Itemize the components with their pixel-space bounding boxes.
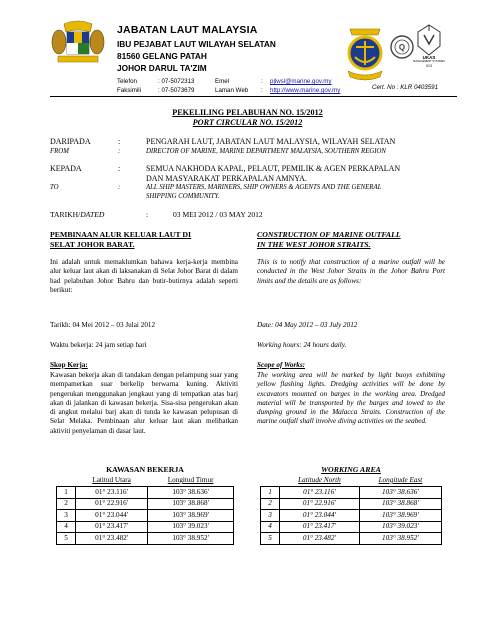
malay-skop-heading: Skop Kerja:	[50, 361, 88, 369]
col-latitude-header: Latitude North	[298, 476, 341, 484]
quality-cert-seal-icon	[389, 33, 415, 63]
table-row: 1 01° 23.116' 103° 38.636'	[261, 487, 442, 499]
tarikh-value: 03 MEI 2012 / 03 MAY 2012	[173, 210, 263, 219]
col-latitud-header: Latitud Utara	[92, 476, 131, 484]
telefon-value: : 07-5072313	[158, 78, 195, 85]
table-row: 2 01° 22.916' 103° 38.868'	[261, 498, 442, 510]
daripada-value: PENGARAH LAUT, JABATAN LAUT MALAYSIA, WILAYAH SELATAN	[146, 137, 396, 146]
to-value-1: ALL SHIP MASTERS, MARINERS, SHIP OWNERS & AGENTS AND THE GENERAL	[146, 184, 382, 191]
to-colon: :	[118, 184, 121, 191]
org-name: JABATAN LAUT MALAYSIA	[117, 24, 258, 36]
malay-waktu: Waktu bekerja: 24 jam setiap hari	[50, 341, 147, 349]
ukas-seal-text: UKAS	[422, 55, 436, 60]
web-colon: :	[261, 87, 263, 94]
faksimili-value: : 07-5073679	[158, 87, 195, 94]
address-line-2: JOHOR DARUL TA'ZIM	[117, 63, 207, 73]
letterhead-divider	[50, 96, 457, 97]
table-row: 4 01° 23.417' 103° 39.023'	[57, 521, 234, 533]
tarikh-label	[50, 210, 104, 219]
office-name: IBU PEJABAT LAUT WILAYAH SELATAN	[117, 39, 276, 49]
emel-colon: :	[261, 78, 263, 85]
kepada-value-1: SEMUA NAKHODA KAPAL, PELAUT, PEMILIK & AGEN PERKAPALAN	[146, 164, 401, 173]
svg-text:Q: Q	[398, 43, 406, 52]
table-row: 3 01° 23.044' 103° 38.969'	[261, 510, 442, 522]
english-scope-text: The working area will be marked by light buoys exhibiting yellow flashing lights. Dredging activities will be done by excavators mounted on barges in the working area. Dredged material will be transported by the barges and towed to the dumping ground in the Malacca Straits. Construction of the marine outfall shall involve diving activities on the seabed.	[257, 371, 445, 426]
malay-tarikh: Tarikh: 04 Mei 2012 – 03 Julai 2012	[50, 321, 156, 329]
dated-label: DATED	[80, 210, 105, 219]
faksimili-label: Faksimili	[117, 87, 142, 94]
malay-intro: Ini adalah untuk memaklumkan bahawa kerja-kerja membina alur keluar laut akan di laksanakan di Selat Johor Barat di dalam had pelabuhan Johor Bahru dan butir-butirnya adalah seperti berikut:	[50, 258, 238, 294]
malay-skop-text: Kawasan bekerja akan di tandakan dengan pelampung suar yang mempamerkan suar berkelip berwarna kuning. Aktiviti pengerukan menggunakan jengkaut yang di tempatkan atas barj akan di jalankan di kawasan bekerja. Sisa-sisa pengerukan akan di angkut melalui barj akan di tunda ke kawasan pelupusan di Selat Melaka. Pembinaan alur keluar laut akan melibatkan aktiviti penyelaman di dasar laut.	[50, 371, 238, 435]
from-colon: :	[118, 148, 121, 155]
working-area-title: WORKING AREA	[321, 465, 381, 474]
ukas-seal-sub: MANAGEMENT SYSTEMS	[413, 60, 445, 63]
web-label: Laman Web	[215, 87, 249, 94]
english-scope-heading: Scope of Works:	[257, 361, 306, 369]
kepada-value-2: DAN MASYARAKAT PERKAPALAN AMNYA.	[146, 174, 307, 183]
circular-title-english: PORT CIRCULAR NO. 15/2012	[192, 118, 303, 127]
english-intro: This is to notify that construction of a marine outfall will be conducted in the West Johor Straits in the Johor Bahru Port limits and the details are as follows:	[257, 258, 445, 285]
malay-heading-2: SELAT JOHOR BARAT.	[50, 240, 135, 249]
english-heading-1: CONSTRUCTION OF MARINE OUTFALL	[257, 230, 401, 239]
col-longitude-header: Longitude East	[378, 476, 423, 484]
cert-number: Cert. No : KLR 0403591	[372, 84, 439, 91]
kawasan-bekerja-title: KAWASAN BEKERJA	[106, 465, 184, 474]
ukas-seal-num: 013	[426, 64, 432, 68]
tarikh-label-malay: TARIKH/	[50, 210, 81, 219]
table-row: 4 01° 23.417' 103° 39.023'	[261, 521, 442, 533]
kawasan-bekerja-table	[56, 475, 234, 545]
table-row: 1 01° 23.116' 103° 38.636'	[57, 487, 234, 499]
to-value-2: SHIPPING COMMUNITY.	[146, 193, 220, 200]
emel-label: Emel	[215, 78, 230, 85]
kepada-colon: :	[118, 164, 121, 173]
english-heading-2: IN THE WEST JOHOR STRAITS.	[257, 240, 371, 249]
from-value: DIRECTOR OF MARINE, MARINE DEPARTMENT MALAYSIA, SOUTHERN REGION	[146, 148, 386, 155]
telefon-label: Telefon	[117, 78, 137, 85]
from-label: FROM	[50, 148, 69, 155]
malay-heading-1: PEMBINAAN ALUR KELUAR LAUT DI	[50, 230, 192, 239]
daripada-colon: :	[118, 137, 121, 146]
table-row: 5 01° 23.482' 103° 38.952'	[57, 533, 234, 545]
english-date: Date: 04 May 2012 – 03 July 2012	[257, 321, 358, 329]
marine-department-crest-logo	[342, 23, 388, 85]
english-hours: Working hours: 24 hours daily.	[257, 341, 347, 349]
table-row: 5 01° 23.482' 103° 38.952'	[261, 533, 442, 545]
kepada-label: KEPADA	[50, 164, 82, 173]
col-longitud-header: Longitud Timur	[167, 476, 214, 484]
table-row: 2 01° 22.916' 103° 38.868'	[57, 498, 234, 510]
daripada-label: DARIPADA	[50, 137, 91, 146]
web-link[interactable]: http://www.marine.gov.my	[270, 87, 341, 94]
emel-link[interactable]: pjlwsl@marine.gov.my	[270, 78, 332, 85]
circular-title-malay: PEKELILING PELABUHAN NO. 15/2012	[172, 108, 323, 117]
to-label: TO	[50, 184, 59, 191]
ukas-cert-seal	[415, 22, 443, 72]
malaysia-coat-of-arms-logo	[50, 20, 106, 66]
tarikh-colon: :	[146, 210, 149, 219]
address-line-1: 81560 GELANG PATAH	[117, 51, 207, 61]
table-row: 3 01° 23.044' 103° 38.969'	[57, 510, 234, 522]
working-area-table	[260, 475, 442, 545]
